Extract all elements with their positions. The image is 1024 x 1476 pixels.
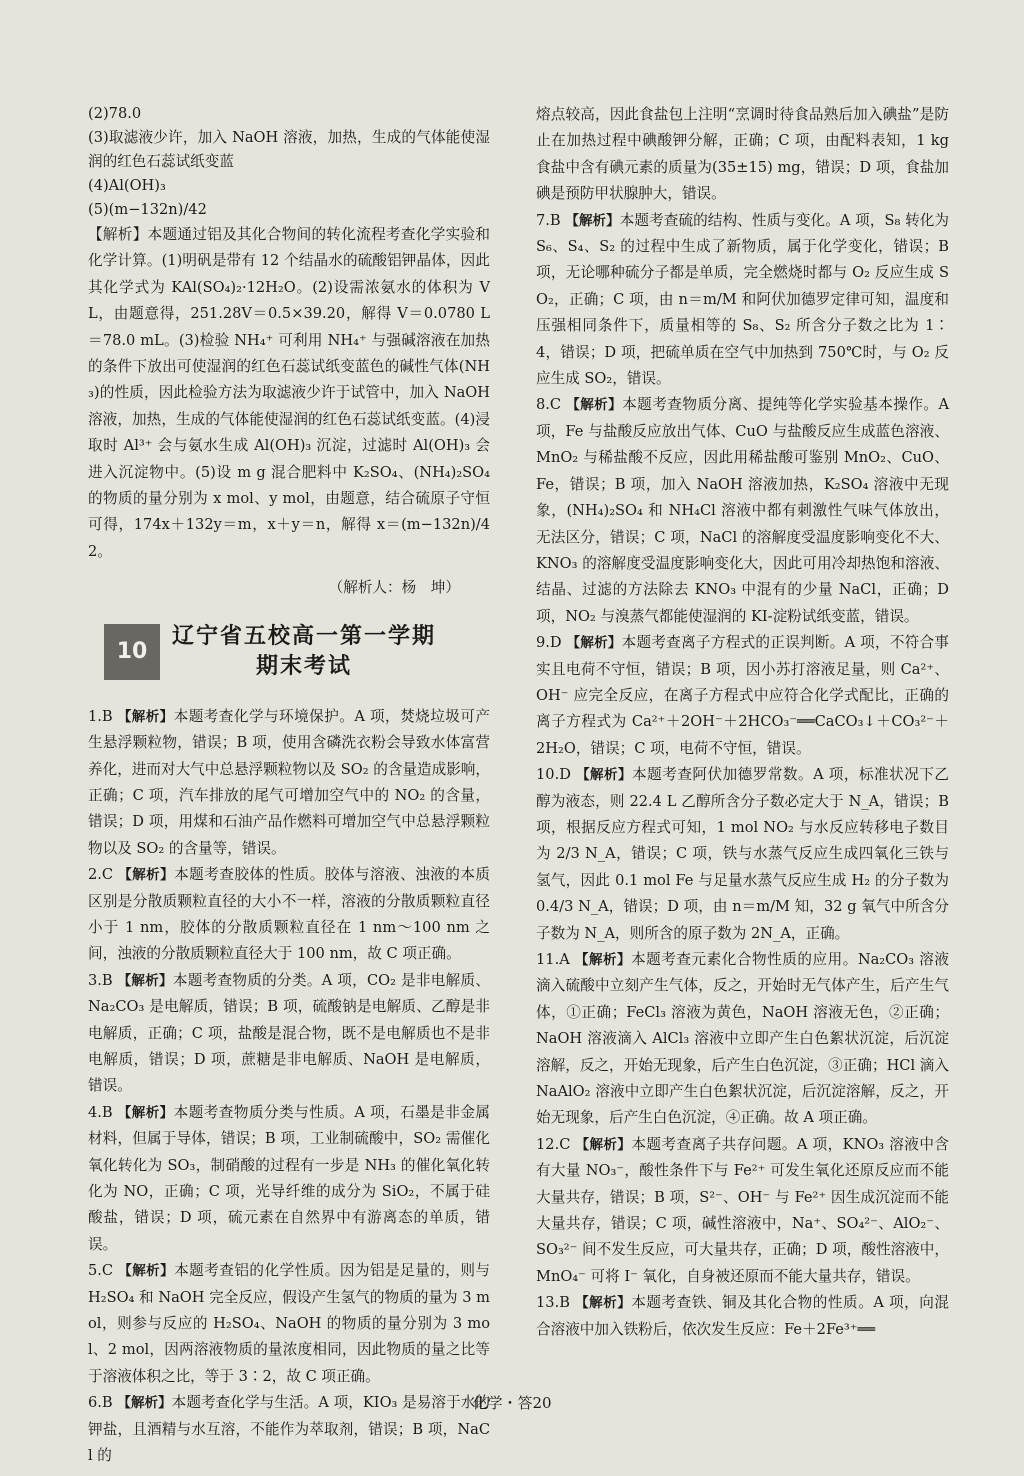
item-number: 5.C <box>88 1262 114 1280</box>
section-title <box>172 622 436 682</box>
item-text: 本题考查阿伏加德罗常数。A 项，标准状况下乙醇为液态，则 22.4 L 乙醇所含分子数必定大于 N_A，错误；B 项，根据反应方程式可知，1 mol NO₂ 与水反应转移电子数目为 2/3 N_A，错误；C 项，铁与水蒸气反应生成四氧化三铁与氢气，因此 0.1 mol Fe 与足量水蒸气反应生成 H₂ 的分子数为 0.4/3 N_A，错误；D 项，由 n＝m/M 知，32 g 氧气中所含分子数为 N_A，则所含的原子数为 2N_A，正确。 <box>536 766 950 942</box>
analysis-tag: 【解析】 <box>118 867 175 884</box>
analysis-tag: 【解析】 <box>117 1395 172 1412</box>
prev-answer-2: (2)78.0 <box>88 105 142 122</box>
item-number: 12.C <box>536 1135 571 1153</box>
item-text: 本题考查铁、铜及其化合物的性质。A 项，向混合溶液中加入铁粉后，依次发生反应：Fe＋2Fe³⁺══ <box>536 1294 950 1338</box>
item-text: 本题考查铝的化学性质。因为铝是足量的，则与 H₂SO₄ 和 NaOH 完全反应，假设产生氢气的物质的量为 3 mol，则参与反应的 H₂SO₄、NaOH 的物质的量分别为 3 mol、2 mol，因两溶液物质的量浓度相同，因此物质的量之比等于溶液体积之比，等于 3∶2，故 C 项正确。 <box>88 1262 491 1385</box>
analysis-tag: 【解析】 <box>117 972 173 989</box>
item-number: 10.D <box>536 766 571 784</box>
item-text: 本题考查物质分类与性质。A 项，石墨是非金属材料，但属于导体，错误；B 项，工业制硫酸中，SO₂ 需催化氧化转化为 SO₃，制硝酸的过程有一步是 NH₃ 的催化氧化转化为 NO，正确；C 项，光导纤维的成分为 SiO₂，不属于硅酸盐，错误；D 项，硫元素在自然界中有游离态的单质，错误。 <box>88 1103 491 1253</box>
item-text: 本题考查离子共存问题。A 项，KNO₃ 溶液中含有大量 NO₃⁻，酸性条件下与 Fe²⁺ 可发生氧化还原反应而不能大量共存，错误；B 项，S²⁻、OH⁻ 与 Fe²⁺ 因生成沉淀而不能大量共存，错误；C 项，碱性溶液中，Na⁺、SO₄²⁻、AlO₂⁻、SO₃²⁻ 间不发生反应，可大量共存，正确；D 项，酸性溶液中，MnO₄⁻ 可将 I⁻ 氧化，自身被还原而不能大量共存，错误。 <box>536 1135 950 1285</box>
prev-answer-4: (4)Al(OH)₃ <box>88 177 166 194</box>
item-number: 1.B <box>88 707 113 725</box>
prev-analysis: 【解析】本题通过铝及其化合物间的转化流程考查化学实验和化学计算。(1)明矾是带有 12 个结晶水的硫酸铝钾晶体，因此其化学式为 KAl(SO₄)₂·12H₂O。(2)设需浓氨水的体积为 V L，由题意得，251.28V＝0.5×39.20，解得 V＝0.0780 L＝78.0 mL。(3)检验 NH₄⁺ 可利用 NH₄⁺ 与强碱溶液在加热的条件下放出可使湿润的红色石蕊试纸变蓝色的碱性气体(NH₃)的性质，因此检验方法为取滤液少许于试管中，加入 NaOH 溶液，加热，生成的气体能使湿润的红色石蕊试纸变蓝。(4)浸取时 Al³⁺ 会与氨水生成 Al(OH)₃ 沉淀，过滤时 Al(OH)₃ 会进入沉淀物中。(5)设 m g 混合肥料中 K₂SO₄、(NH₄)₂SO₄ 的物质的量分别为 x mol、y mol，由题意，结合硫原子守恒可得，174x＋132y＝m，x＋y＝n，解得 x＝(m−132n)/42。 <box>88 226 490 560</box>
analysis-tag: 【解析】 <box>575 1295 632 1312</box>
analysis-tag: 【解析】 <box>574 952 632 968</box>
item-text: 本题考查化学与生活。A 项，KIO₃ 是易溶于水的钾盐，且酒精与水互溶，不能作为萃取剂，错误；B 项，NaCl 的 <box>88 1394 491 1465</box>
analysis-tag: 【解析】 <box>566 635 622 652</box>
item-number: 8.C <box>536 396 562 414</box>
analysis-tag: 【解析】 <box>117 1104 174 1121</box>
analyst-signature: （解析人：杨 坤） <box>328 579 460 597</box>
answer-item <box>88 968 490 1100</box>
item-text: 本题考查胶体的性质。胶体与溶液、浊液的本质区别是分散质颗粒直径的大小不一样，溶液的分散质颗粒直径小于 1 nm，胶体的分散质颗粒直径在 1 nm～100 nm 之间，浊液的分散质颗粒直径大于 100 nm，故 C 项正确。 <box>88 866 491 963</box>
answer-item <box>88 862 490 968</box>
prev-answer-5: (5)(m−132n)/42 <box>88 201 207 218</box>
answer-item <box>536 947 949 1132</box>
item-number: 4.B <box>88 1103 113 1121</box>
item-number: 7.B <box>536 211 561 229</box>
item-6-continued: 熔点较高，因此食盐包上注明“烹调时待食品熟后加入碘盐”是防止在加热过程中碘酸钾分解，正确；C 项，由配料表知，1 kg 食盐中含有碘元素的质量为(35±15) mg，错误；D 项，食盐加碘是预防甲状腺肿大，错误。 <box>536 106 949 203</box>
item-text: 本题考查化学与环境保护。A 项，焚烧垃圾可产生悬浮颗粒物，错误；B 项，使用含磷洗衣粉会导致水体富营养化，进而对大气中总悬浮颗粒物以及 SO₂ 的含量造成影响，正确；C 项，汽车排放的尾气可增加空气中的 NO₂ 的含量，错误；D 项，用煤和石油产品作燃料可增加空气中总悬浮颗粒物以及 SO₂ 的含量等，错误。 <box>88 707 491 857</box>
prev-answer-3: (3)取滤液少许，加入 NaOH 溶液，加热，生成的气体能使湿润的红色石蕊试纸变蓝 <box>88 129 490 170</box>
answer-item <box>536 630 949 762</box>
analysis-tag: 【解析】 <box>566 397 623 414</box>
answer-item <box>536 1132 949 1290</box>
item-text: 本题考查物质的分类。A 项，CO₂ 是非电解质、Na₂CO₃ 是电解质，错误；B 项，硫酸钠是电解质、乙醇是非电解质，正确；C 项，盐酸是混合物，既不是电解质也不是非电解质，错误；D 项，蔗糖是非电解质、NaOH 是电解质，错误。 <box>88 971 491 1095</box>
answer-item <box>88 704 490 862</box>
item-number: 6.B <box>88 1394 113 1412</box>
item-text: 本题考查物质分离、提纯等化学实验基本操作。A 项，Fe 与盐酸反应放出气体、CuO 与盐酸反应生成蓝色溶液、MnO₂ 与稀盐酸不反应，因此用稀盐酸可鉴别 MnO₂、CuO、Fe，错误；B 项，加入 NaOH 溶液加热，K₂SO₄ 溶液中无现象，(NH₄)₂SO₄ 和 NH₄Cl 溶液中都有刺激性气味气体放出，无法区分，错误；C 项，NaCl 的溶解度受温度影响变化不大、KNO₃ 的溶解度受温度影响变化大，因此可用冷却热饱和溶液、结晶、过滤的方法除去 KNO₃ 中混有的少量 NaCl，正确；D 项，NO₂ 与溴蒸气都能使湿润的 KI-淀粉试纸变蓝，错误。 <box>536 396 950 625</box>
analysis-tag: 【解析】 <box>576 767 633 784</box>
item-text: 本题考查元素化合物性质的应用。Na₂CO₃ 溶液滴入硫酸中立刻产生气体，反之，开始时无气体产生，后产生气体，①正确；FeCl₃ 溶液为黄色，NaOH 溶液无色，②正确；NaOH 溶液滴入 AlCl₃ 溶液中立即产生白色絮状沉淀，后沉淀溶解，反之，开始无现象，后产生白色沉淀，③正确；HCl 滴入 NaAlO₂ 溶液中立即产生白色絮状沉淀，后沉淀溶解，反之，开始无现象，后产生白色沉淀，④正确。故 A 项正确。 <box>536 951 950 1127</box>
left-column <box>88 102 490 1469</box>
item-number: 3.B <box>88 971 113 989</box>
section-banner <box>104 622 490 682</box>
right-column <box>536 102 949 1343</box>
answer-item <box>88 1100 490 1258</box>
item-text: 本题考查硫的结构、性质与变化。A 项，S₈ 转化为 S₆、S₄、S₂ 的过程中生成了新物质，属于化学变化，错误；B 项，无论哪种硫分子都是单质，完全燃烧时都与 O₂ 反应生成 SO₂，正确；C 项，由 n＝m/M 和阿伏加德罗定律可知，温度和压强相同条件下，质量相等的 S₈、S₂ 所含分子数之比为 1∶4，错误；D 项，把硫单质在空气中加热到 750℃时，与 O₂ 反应生成 SO₂，错误。 <box>536 211 950 388</box>
answer-item <box>88 1258 490 1390</box>
analysis-tag: 【解析】 <box>117 708 174 725</box>
page-footer: 化学・答20 <box>472 1394 552 1412</box>
item-number: 13.B <box>536 1294 570 1312</box>
item-number: 11.A <box>536 951 570 968</box>
answer-item <box>536 208 949 393</box>
answer-item <box>536 762 949 947</box>
section-number: 10 <box>104 624 160 680</box>
section-title-line1: 辽宁省五校高一第一学期 <box>172 623 437 649</box>
analysis-tag: 【解析】 <box>118 1263 175 1280</box>
answer-item <box>536 1290 949 1343</box>
analysis-tag: 【解析】 <box>575 1136 632 1153</box>
item-number: 9.D <box>536 634 562 652</box>
item-text: 本题考查离子方程式的正误判断。A 项，不符合事实且电荷不守恒，错误；B 项，因小苏打溶液足量，则 Ca²⁺、OH⁻ 应完全反应，在离子方程式中应符合化学式配比，正确的离子方程式为 Ca²⁺＋2OH⁻＋2HCO₃⁻══CaCO₃↓＋CO₃²⁻＋2H₂O，错误；C 项，电荷不守恒，错误。 <box>536 634 950 757</box>
answer-item <box>536 392 949 630</box>
section-title-line2: 期末考试 <box>256 653 353 679</box>
item-number: 2.C <box>88 866 114 884</box>
analysis-tag: 【解析】 <box>565 212 620 229</box>
